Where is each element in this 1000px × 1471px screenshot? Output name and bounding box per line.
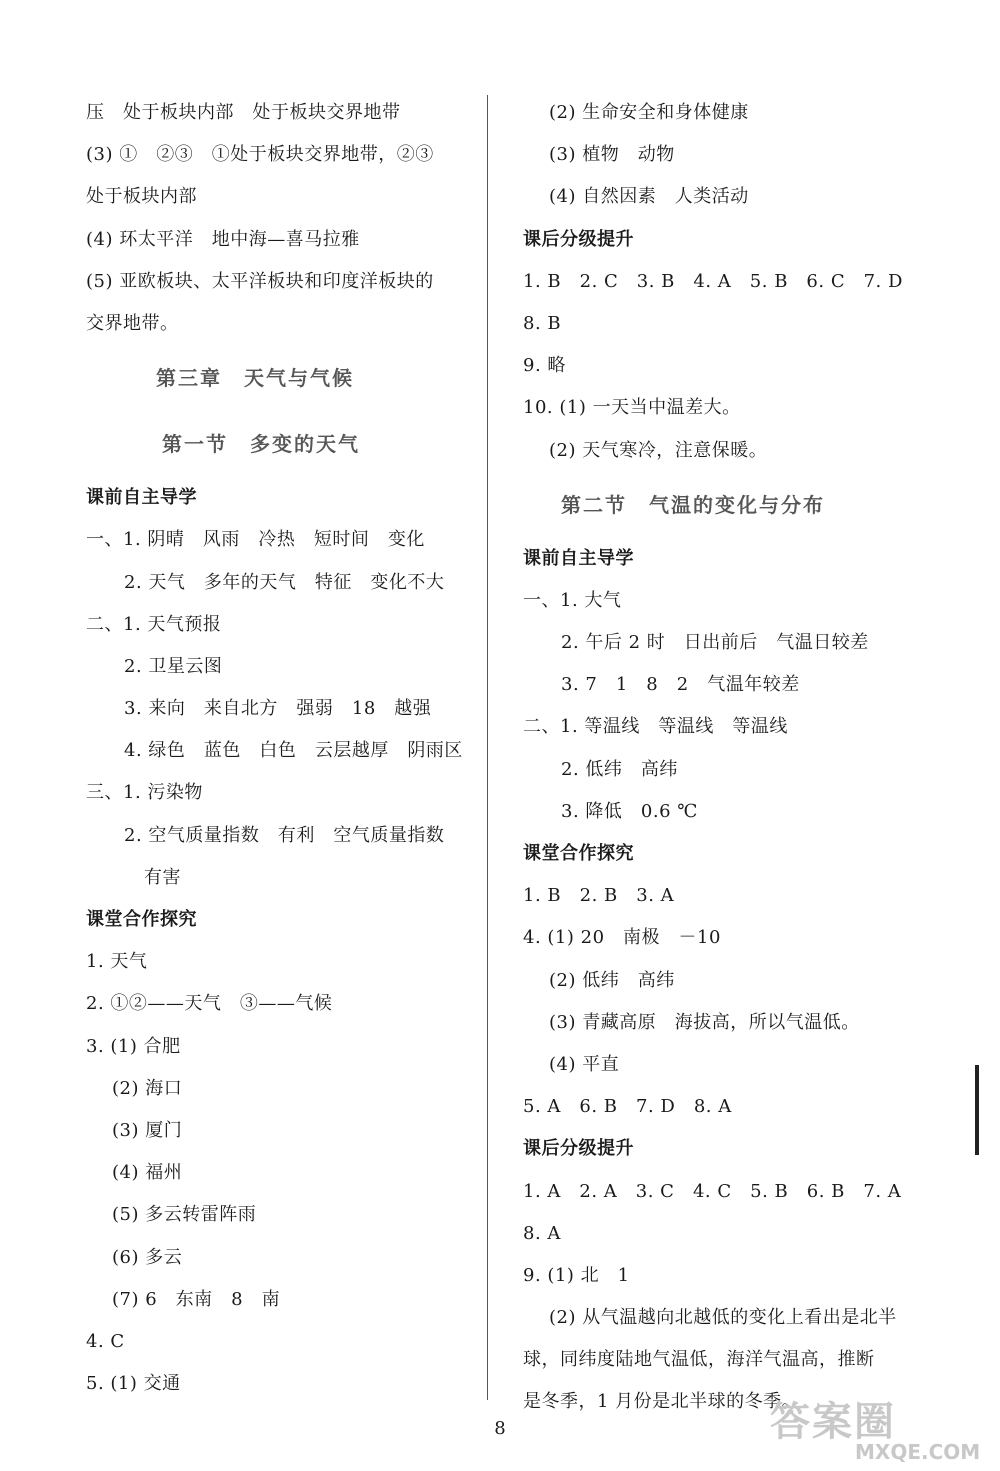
margin-bracket (975, 1065, 979, 1155)
answer-line: (2) 生命安全和身体健康 (549, 102, 749, 123)
answer-line: (3) ① ②③ ①处于板块交界地带，②③ (86, 144, 434, 166)
answer-line: 1. 天气 (86, 951, 148, 973)
answer-line: (3) 厦门 (112, 1119, 183, 1141)
answer-line: 2. 天气 多年的天气 特征 变化不大 (124, 571, 445, 593)
answer-line: (7) 6 东南 8 南 (112, 1288, 281, 1310)
answer-line: 2. 午后 2 时 日出前后 气温日较差 (561, 632, 869, 654)
answer-line: (4) 平直 (549, 1053, 620, 1075)
right-column (523, 92, 963, 1424)
answer-line: 一、1. 大气 (523, 589, 622, 611)
answer-line: 1. A 2. A 3. C 4. C 5. B 6. B 7. A (523, 1180, 902, 1202)
subsection-heading: 课后分级提升 (523, 1138, 634, 1160)
answer-line: 是冬季，1 月份是北半球的冬季。 (523, 1391, 801, 1413)
answer-line: 5. (1) 交通 (86, 1373, 181, 1395)
answer-line: 1. B 2. C 3. B 4. A 5. B 6. C 7. D (523, 270, 903, 292)
answer-line: (2) 从气温越向北越低的变化上看出是北半 (549, 1307, 897, 1329)
answer-line: 10. (1) 一天当中温差大。 (523, 397, 741, 419)
answer-line: 1. B 2. B 3. A (523, 885, 675, 907)
answer-line: 8. A (523, 1222, 561, 1244)
subsection-heading: 课堂合作探究 (523, 843, 634, 864)
subsection-heading: 课堂合作探究 (86, 909, 197, 930)
answer-line: (6) 多云 (112, 1246, 183, 1268)
answer-line: 三、1. 污染物 (86, 782, 203, 804)
page-number: 8 (494, 1418, 506, 1439)
answer-line: 压 处于板块内部 处于板块交界地带 (86, 102, 401, 123)
answer-line: 2. 空气质量指数 有利 空气质量指数 (124, 824, 445, 846)
watermark-logo: 答案圈 (770, 1399, 896, 1445)
answer-line: 交界地带。 (86, 312, 179, 334)
column-divider (487, 95, 488, 1400)
answer-line: (3) 植物 动物 (549, 144, 675, 166)
answer-line: 4. C (86, 1330, 125, 1352)
answer-line: 2. ①②——天气 ③——气候 (86, 993, 333, 1015)
subsection-heading: 课前自主导学 (523, 547, 634, 569)
answer-line: 2. 卫星云图 (124, 655, 223, 677)
answer-line: (4) 福州 (112, 1162, 183, 1184)
answer-line: 2. 低纬 高纬 (561, 758, 678, 780)
answer-line: 9. (1) 北 1 (523, 1264, 630, 1286)
answer-line: (4) 环太平洋 地中海—喜马拉雅 (86, 228, 360, 250)
watermark-url: MXQE.COM (855, 1440, 981, 1464)
answer-line: (4) 自然因素 人类活动 (549, 186, 749, 208)
answer-line: (5) 多云转雷阵雨 (112, 1204, 257, 1226)
answer-line: 3. 降低 0.6 ℃ (561, 800, 698, 822)
answer-line: 5. A 6. B 7. D 8. A (523, 1096, 732, 1118)
answer-line: 8. B (523, 312, 562, 334)
answer-line: (2) 低纬 高纬 (549, 969, 675, 991)
answer-line: (2) 海口 (112, 1077, 183, 1099)
section-title: 第二节 气温的变化与分布 (561, 492, 825, 517)
answer-line: 4. (1) 20 南极 －10 (523, 927, 721, 949)
answer-line: 处于板块内部 (86, 186, 197, 208)
answer-line: 3. 来向 来自北方 强弱 18 越强 (124, 698, 432, 720)
section-title: 第一节 多变的天气 (162, 432, 360, 457)
answer-line: 二、1. 等温线 等温线 等温线 (523, 716, 788, 738)
answer-line: 3. (1) 合肥 (86, 1035, 181, 1057)
subsection-heading: 课后分级提升 (523, 228, 634, 250)
subsection-heading: 课前自主导学 (86, 487, 197, 509)
answer-line: (5) 亚欧板块、太平洋板块和印度洋板块的 (86, 270, 434, 292)
answer-line: (2) 天气寒冷，注意保暖。 (549, 439, 768, 461)
answer-line: 球，同纬度陆地气温低，海洋气温高，推断 (523, 1349, 875, 1371)
answer-line: 4. 绿色 蓝色 白色 云层越厚 阴雨区 (124, 740, 463, 762)
answer-line: (3) 青藏高原 海拔高，所以气温低。 (549, 1011, 860, 1033)
answer-line: 3. 7 1 8 2 气温年较差 (561, 674, 800, 696)
left-column (86, 92, 486, 1405)
section-title: 第三章 天气与气候 (156, 366, 354, 391)
answer-line: 一、1. 阴晴 风雨 冷热 短时间 变化 (86, 529, 425, 551)
answer-line: 二、1. 天气预报 (86, 613, 222, 635)
answer-line: 9. 略 (523, 355, 566, 377)
answer-line: 有害 (144, 866, 181, 888)
